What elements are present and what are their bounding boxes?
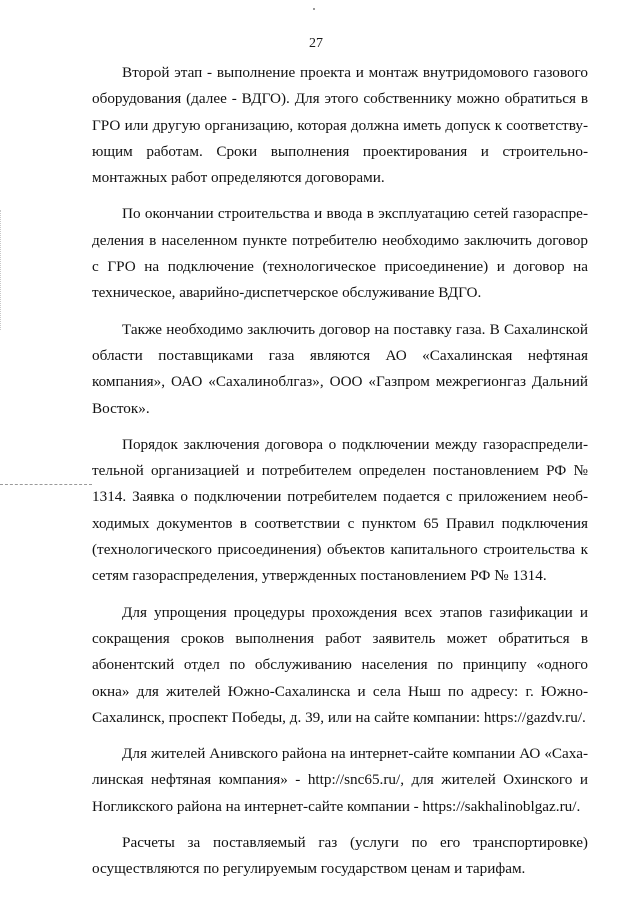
paragraph-regional-websites: Для жителей Анивского района на интернет-сайте компании АО «Сахалинская нефтяная компания» - http://snc65.ru/, для жителей Охинского и Ногликского района на интернет-сайте компании - https://sakhalinoblgaz.ru/. [92, 745, 588, 815]
paragraph-one-window: Для упрощения процедуры прохождения всех этапов газификации и сокращения сроков выполнения работ заявитель может обратиться в абонентский отдел по обслуживанию населения по принципу «одного окна» для жителей Южно-Сахалинска и села Ныш по адресу: г. Южно-Сахалинск, проспект Победы, д. 39, или на сайте компании: https://gazdv.ru/. [92, 603, 588, 726]
margin-dash-line [0, 484, 92, 485]
page-number: 27 [309, 36, 323, 51]
paragraph-gas-supply-contract: Также необходимо заключить договор на поставку газа. В Сахалинской области поставщиками газа являются АО «Сахалинская нефтяная компания», ОАО «Сахалиноблгаз», ООО «Газпром межрегионгаз Дальний Восток». [92, 320, 588, 417]
scan-speck [313, 8, 315, 10]
scan-edge-mark [0, 210, 2, 330]
document-body [92, 60, 588, 893]
paragraph-connection-procedure: Порядок заключения договора о подключении между газораспределительной организацией и потребителем определен постановлением РФ № 1314. Заявка о подключении потребителем подается с приложением необходимых документов в соответствии с пунктом 65 Правил подключения (технологического присоединения) объектов капитального строительства к сетям газораспределения, утвержденных постановлением РФ № 1314. [92, 435, 588, 585]
paragraph-second-stage: Второй этап - выполнение проекта и монтаж внутридомового газового оборудования (далее - ВДГО). Для этого собственнику можно обратиться в ГРО или другую организацию, которая должна иметь допуск к соответствующим работам. Сроки выполнения проектирования и строительно-монтажных работ определяются договорами. [92, 64, 588, 187]
paragraph-tariffs: Расчеты за поставляемый газ (услуги по его транспортировке) осуществляются по регулируемым государством ценам и тарифам. [92, 834, 588, 878]
paragraph-network-completion: По окончании строительства и ввода в эксплуатацию сетей газораспределения в населенном пункте потребителю необходимо заключить договор с ГРО на подключение (технологическое присоединение) и договор на техническое, аварийно-диспетчерское обслуживание ВДГО. [92, 205, 588, 302]
